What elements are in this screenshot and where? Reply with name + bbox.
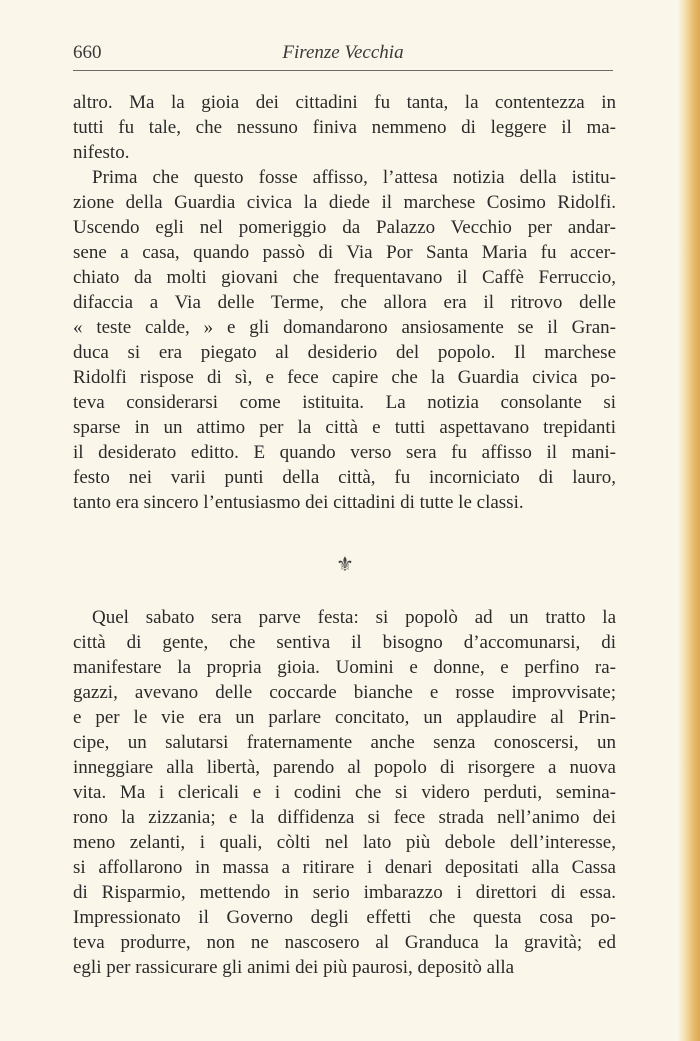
text-line: gazzi, avevano delle coccarde bianche e rosse improvvisate; <box>73 682 616 703</box>
text-line: Uscendo egli nel pomeriggio da Palazzo Vecchio per andar- <box>73 217 616 238</box>
fleuron-icon: ⚜ <box>336 554 354 576</box>
text-line: zione della Guardia civica la diede il marchese Cosimo Ridolfi. <box>73 192 616 213</box>
page-number: 660 <box>73 42 102 63</box>
text-line: altro. Ma la gioia dei cittadini fu tanta, la contentezza in <box>73 92 616 113</box>
page-header <box>73 42 613 66</box>
text-line: tutti fu tale, che nessuno finiva nemmeno di leggere il ma- <box>73 117 616 138</box>
text-line: teva considerarsi come istituita. La notizia consolante si <box>73 392 616 413</box>
text-line: cipe, un salutarsi fraternamente anche senza conoscersi, un <box>73 732 616 753</box>
text-line: Impressionato il Governo degli effetti che questa cosa po- <box>73 907 616 928</box>
text-line: il desiderato editto. E quando verso sera fu affisso il mani- <box>73 442 616 463</box>
paragraph-3 <box>73 605 616 980</box>
text-line: sparse in un attimo per la città e tutti aspettavano trepidanti <box>73 417 616 438</box>
paragraph-2 <box>73 165 616 515</box>
text-line: Quel sabato sera parve festa: si popolò ad un tratto la <box>92 607 616 628</box>
text-line: meno zelanti, i quali, còlti nel lato più debole dell’interesse, <box>73 832 616 853</box>
text-line: inneggiare alla libertà, parendo al popolo di risorgere a nuova <box>73 757 616 778</box>
text-line: teva produrre, non ne nascosero al Granduca la gravità; ed <box>73 932 616 953</box>
text-line: « teste calde, » e gli domandarono ansiosamente se il Gran- <box>73 317 616 338</box>
text-line: si affollarono in massa a ritirare i denari depositati alla Cassa <box>73 857 616 878</box>
text-line: difaccia a Via delle Terme, che allora era il ritrovo delle <box>73 292 616 313</box>
text-line: duca si era piegato al desiderio del popolo. Il marchese <box>73 342 616 363</box>
text-line: sene a casa, quando passò di Via Por Santa Maria fu accer- <box>73 242 616 263</box>
text-line: festo nei varii punti della città, fu incorniciato di lauro, <box>73 467 616 488</box>
running-title: Firenze Vecchia <box>282 42 404 63</box>
text-line: Ridolfi rispose di sì, e fece capire che la Guardia civica po- <box>73 367 616 388</box>
text-line: e per le vie era un parlare concitato, un applaudire al Prin- <box>73 707 616 728</box>
text-line: egli per rassicurare gli animi dei più paurosi, depositò alla <box>73 957 515 978</box>
text-line: vita. Ma i clericali e i codini che si videro perduti, semina- <box>73 782 616 803</box>
text-line: Prima che questo fosse affisso, l’attesa notizia della istitu- <box>92 167 616 188</box>
text-line: tanto era sincero l’entusiasmo dei cittadini di tutte le classi. <box>73 492 524 513</box>
page-edge-shadow <box>678 0 700 1041</box>
paragraph-1 <box>73 90 616 165</box>
text-line: città di gente, che sentiva il bisogno d’accomunarsi, di <box>73 632 616 653</box>
text-line: di Risparmio, mettendo in serio imbarazzo i direttori di essa. <box>73 882 616 903</box>
text-line: nifesto. <box>73 142 130 163</box>
header-rule <box>73 70 613 71</box>
text-line: rono la zizzania; e la diffidenza si fece strada nell’animo dei <box>73 807 616 828</box>
text-line: manifestare la propria gioia. Uomini e donne, e perfino ra- <box>73 657 616 678</box>
text-line: chiato da molti giovani che frequentavano il Caffè Ferruccio, <box>73 267 616 288</box>
